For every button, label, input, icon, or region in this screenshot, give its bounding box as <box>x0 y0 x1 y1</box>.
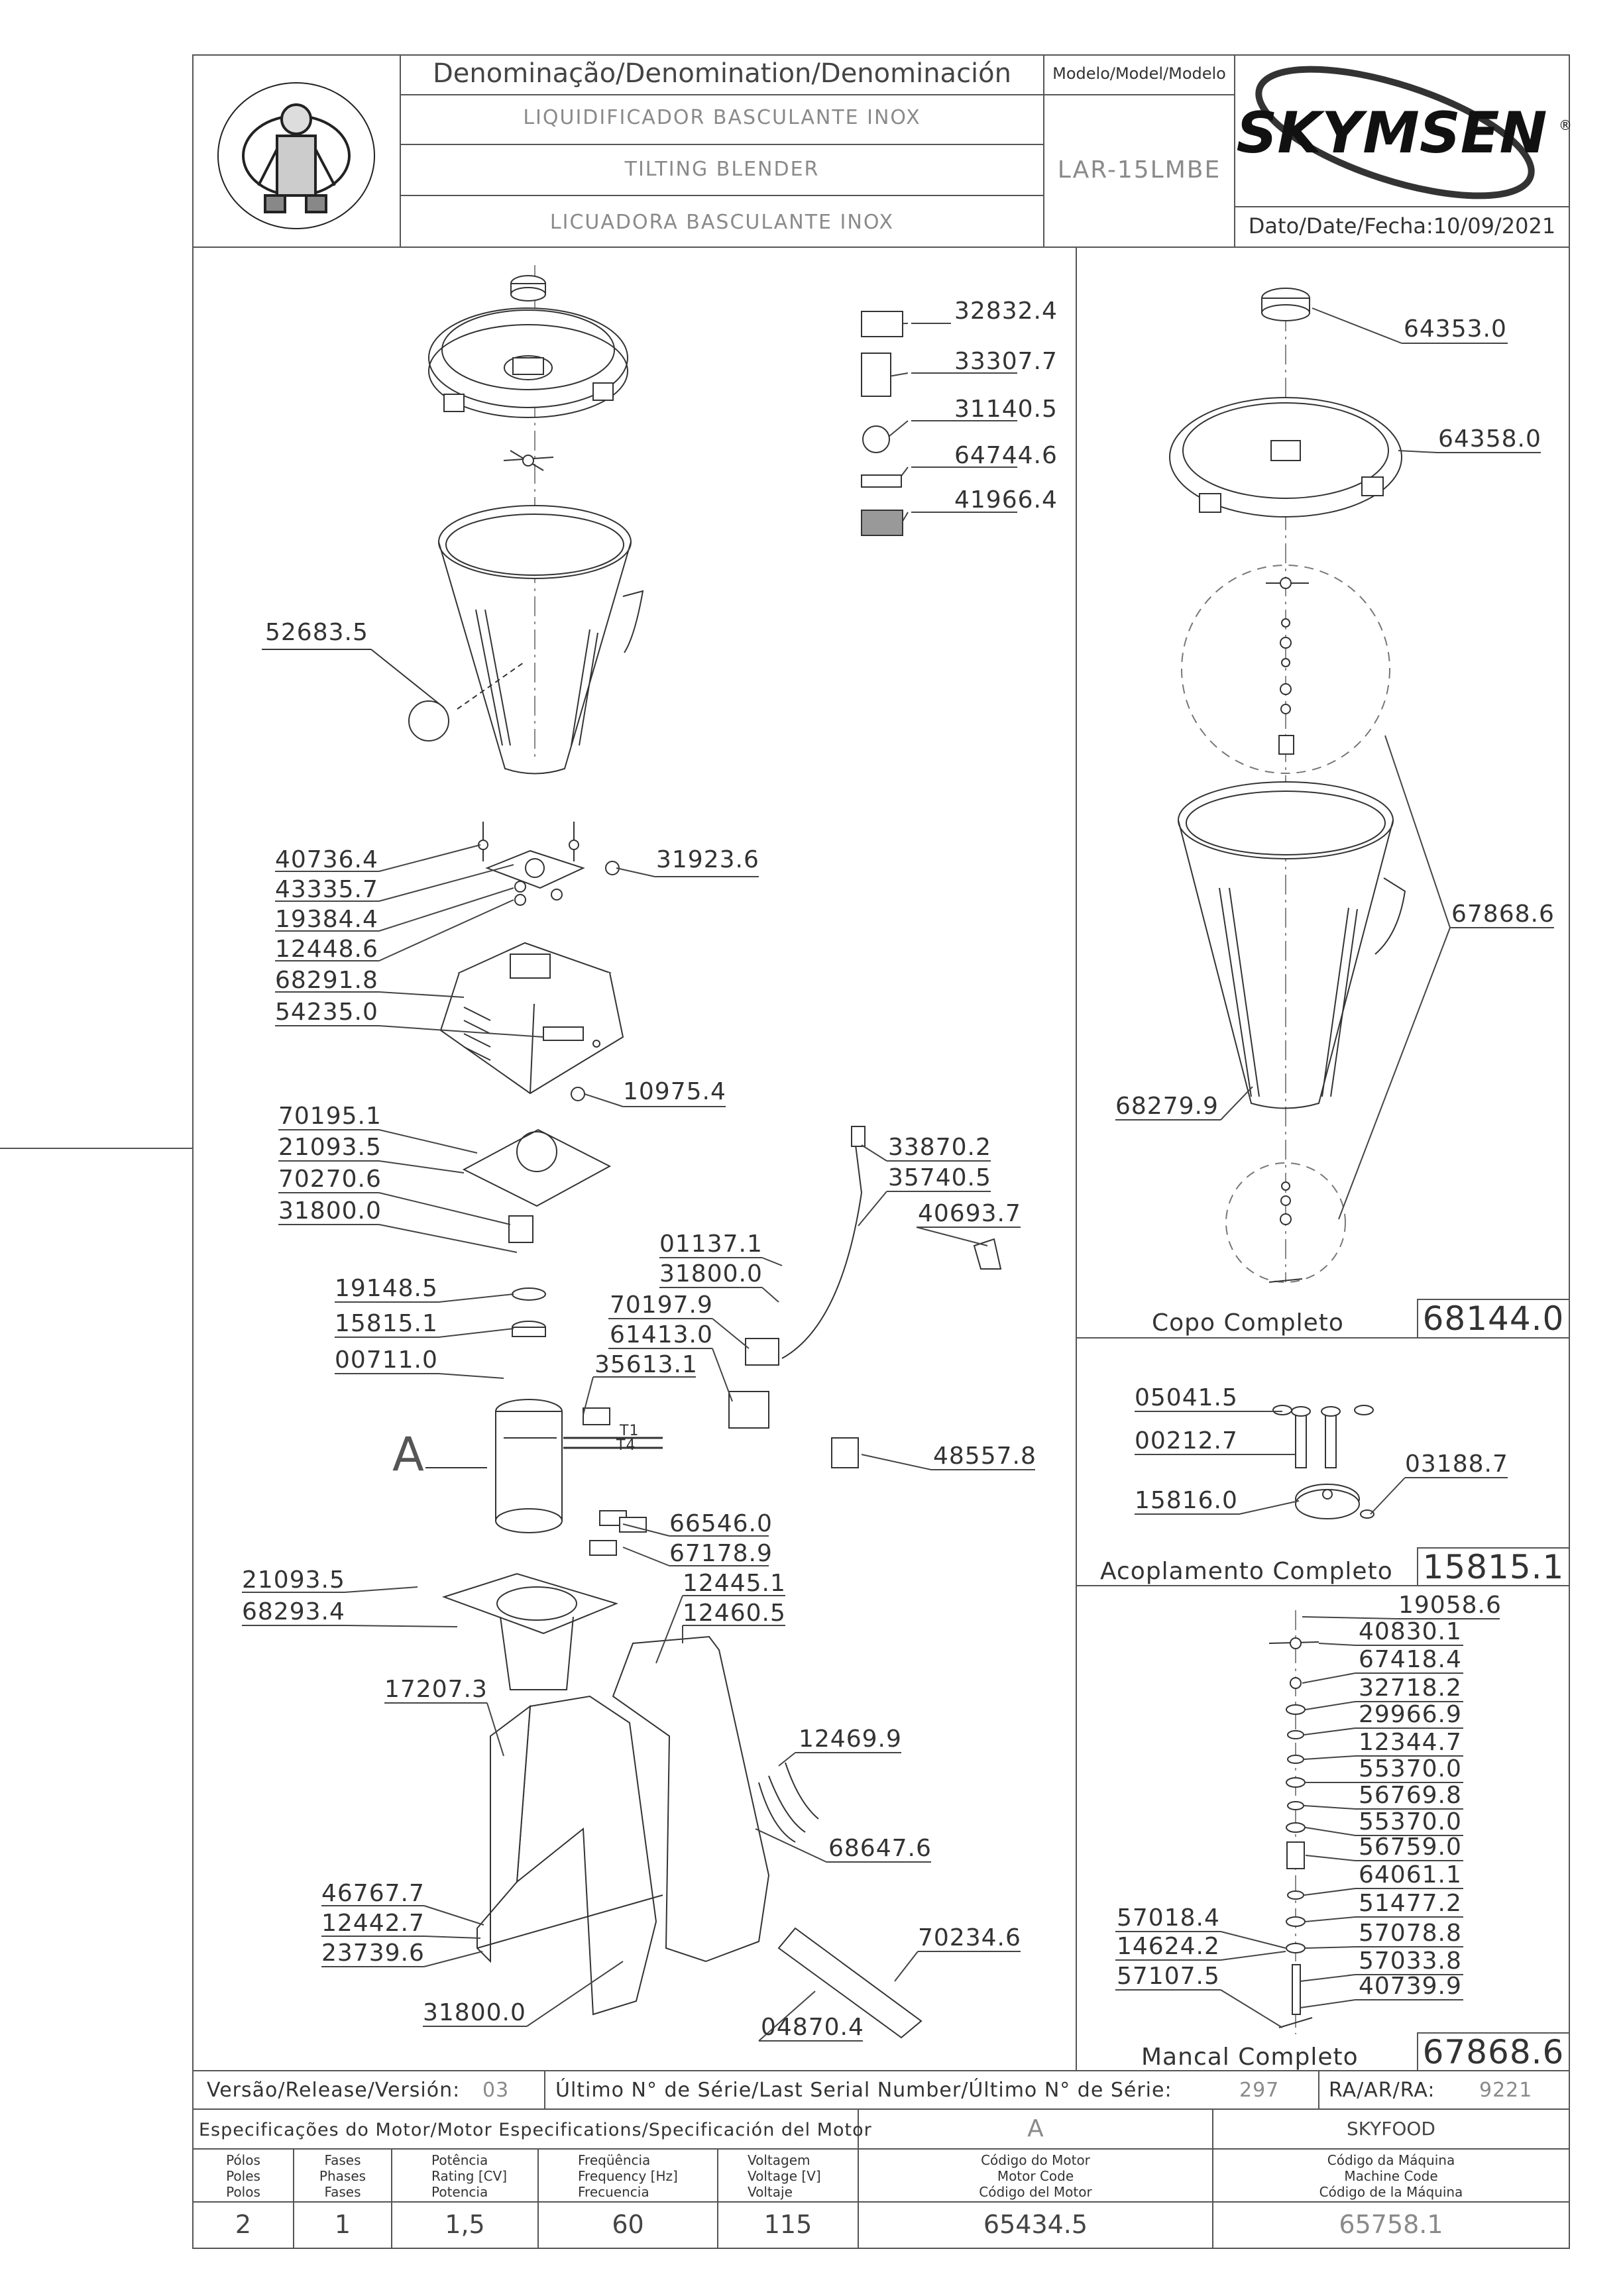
motor-spec-label: Especificações do Motor/Motor Especifications/Specificación del Motor <box>199 2120 872 2140</box>
part-label: 33870.2 <box>888 1134 991 1161</box>
part-label: 00212.7 <box>1135 1427 1238 1454</box>
product-name-en: TILTING BLENDER <box>624 158 820 181</box>
value-power: 1,5 <box>445 2210 485 2239</box>
part-label: 32718.2 <box>1359 1674 1462 1702</box>
part-label: 56759.0 <box>1359 1833 1462 1861</box>
part-label: 67868.6 <box>1451 901 1555 928</box>
part-label: 64744.6 <box>954 442 1058 469</box>
part-label: 21093.5 <box>242 1566 345 1594</box>
version-label: Versão/Release/Versión: <box>207 2079 461 2102</box>
part-label: 23739.6 <box>321 1940 425 1967</box>
coupling-discs <box>512 1288 545 1337</box>
col-voltage: Voltagem Voltage [V] Voltaje <box>748 2152 821 2200</box>
part-label: 29966.9 <box>1359 1701 1462 1728</box>
part-label: 19058.6 <box>1398 1592 1502 1619</box>
lid-knob <box>511 276 545 301</box>
copo-shaft-parts <box>1266 578 1309 1282</box>
part-label: 57033.8 <box>1359 1947 1462 1975</box>
col-frequency: Freqüência Frequency [Hz] Frecuencia <box>578 2152 678 2200</box>
part-label: 05041.5 <box>1135 1384 1238 1411</box>
part-label: 17207.3 <box>384 1676 488 1703</box>
product-name-pt: LIQUIDIFICADOR BASCULANTE INOX <box>523 106 921 129</box>
model-label: Modelo/Model/Modelo <box>1052 64 1226 83</box>
col-phases: Fases Phases Fases <box>319 2152 366 2200</box>
wire-label: T1 <box>620 1423 640 1439</box>
copo-title: Copo Completo <box>1152 1309 1344 1337</box>
part-label: 10975.4 <box>623 1078 726 1105</box>
part-label: 31800.0 <box>659 1260 763 1287</box>
part-label: 12445.1 <box>683 1570 786 1597</box>
part-label: 12442.7 <box>321 1910 425 1937</box>
part-label: 15816.0 <box>1135 1487 1238 1514</box>
acoplamento-code: 15815.1 <box>1422 1548 1565 1586</box>
serial-value: 297 <box>1239 2079 1280 2102</box>
motor-letter: A <box>1027 2115 1044 2142</box>
part-label: 03188.7 <box>1405 1450 1508 1478</box>
date-field <box>1235 213 1569 239</box>
part-label: 19148.5 <box>335 1275 438 1302</box>
part-label: 70195.1 <box>278 1103 382 1130</box>
part-label: 55370.0 <box>1359 1755 1462 1782</box>
svg-text:SKYMSEN: SKYMSEN <box>1236 100 1547 166</box>
part-label: 35740.5 <box>888 1164 991 1191</box>
part-label: 40830.1 <box>1359 1618 1462 1645</box>
blade-small <box>504 451 553 470</box>
part-label: 67178.9 <box>669 1540 773 1567</box>
part-label: 12469.9 <box>799 1725 902 1753</box>
part-label: 68279.9 <box>1115 1093 1219 1120</box>
model-value: LAR-15LMBE <box>1057 156 1221 184</box>
mancal-code: 67868.6 <box>1422 2033 1565 2071</box>
part-label: 35613.1 <box>594 1351 698 1378</box>
part-label: 51477.2 <box>1359 1890 1462 1917</box>
value-voltage: 115 <box>763 2210 812 2239</box>
part-label: 57107.5 <box>1117 1963 1220 1990</box>
part-label: 21093.5 <box>278 1134 382 1161</box>
col-machine-code: Código da Máquina Machine Code Código de la Máquina <box>1319 2152 1463 2200</box>
wire-label: T4 <box>616 1437 636 1454</box>
motor-letter-label: A <box>392 1427 425 1482</box>
date-value: 10/09/2021 <box>1433 213 1556 239</box>
acoplamento-title: Acoplamento Completo <box>1100 1558 1393 1585</box>
value-poles: 2 <box>235 2210 252 2239</box>
part-label: 67418.4 <box>1359 1646 1462 1673</box>
lower-motor-base <box>444 1574 616 1690</box>
svg-text:®: ® <box>1559 117 1572 133</box>
part-label: 40736.4 <box>275 846 378 873</box>
serial-label: Último N° de Série/Last Serial Number/Último N° de Série: <box>555 2079 1172 2102</box>
part-label: 70197.9 <box>610 1291 713 1319</box>
part-label: 70270.6 <box>278 1166 382 1193</box>
col-poles: Pólos Poles Polos <box>226 2152 260 2200</box>
value-frequency: 60 <box>612 2210 644 2239</box>
part-label: 64358.0 <box>1438 425 1541 453</box>
part-label: 68293.4 <box>242 1598 345 1625</box>
motor-housing <box>441 943 623 1101</box>
blender-lid <box>429 308 628 417</box>
part-label: 54235.0 <box>275 999 378 1026</box>
blender-jar <box>439 506 643 774</box>
part-label: 66546.0 <box>669 1510 773 1537</box>
part-label: 68647.6 <box>828 1835 932 1862</box>
ra-label: RA/AR/RA: <box>1329 2079 1435 2102</box>
value-phases: 1 <box>334 2210 351 2239</box>
part-label: 15815.1 <box>335 1310 438 1337</box>
part-label: 64061.1 <box>1359 1861 1462 1888</box>
base-plate <box>464 1130 610 1242</box>
date-label: Dato/Date/Fecha: <box>1248 213 1433 239</box>
part-label: 68291.8 <box>275 967 378 994</box>
part-label: 41966.4 <box>954 486 1058 514</box>
part-label: 31800.0 <box>423 1999 526 2026</box>
sticker-icons <box>862 311 903 535</box>
part-label: 31140.5 <box>954 396 1058 423</box>
part-label: 19384.4 <box>275 906 378 933</box>
part-label: 56769.8 <box>1359 1782 1462 1809</box>
part-label: 31923.6 <box>656 846 759 873</box>
part-label: 14624.2 <box>1117 1933 1220 1960</box>
copo-jar <box>1178 782 1405 1109</box>
part-label: 46767.7 <box>321 1880 425 1907</box>
part-label: 70234.6 <box>918 1924 1021 1951</box>
col-motor-code: Código do Motor Motor Code Código del Motor <box>979 2152 1092 2200</box>
denomination-label: Denominação/Denomination/Denominación <box>432 58 1011 89</box>
copo-code: 68144.0 <box>1422 1299 1565 1338</box>
part-label: 40693.7 <box>918 1200 1021 1227</box>
ra-value: 9221 <box>1479 2079 1533 2102</box>
part-label: 55370.0 <box>1359 1808 1462 1835</box>
value-machine-code: 65758.1 <box>1339 2210 1443 2239</box>
part-label: 43335.7 <box>275 876 378 903</box>
part-label: 61413.0 <box>610 1321 713 1348</box>
company-name: SKYFOOD <box>1347 2118 1435 2140</box>
authorized-service-logo-icon <box>218 83 374 229</box>
part-label: 48557.8 <box>933 1443 1036 1470</box>
version-value: 03 <box>482 2079 510 2102</box>
part-label: 52683.5 <box>265 619 368 646</box>
part-label: 12344.7 <box>1359 1729 1462 1756</box>
product-name-es: LICUADORA BASCULANTE INOX <box>549 211 895 234</box>
part-label: 12448.6 <box>275 936 378 963</box>
mancal-title: Mancal Completo <box>1141 2044 1359 2071</box>
part-label: 57078.8 <box>1359 1920 1462 1947</box>
part-label: 00711.0 <box>335 1346 438 1374</box>
col-power: Potência Rating [CV] Potencia <box>431 2152 508 2200</box>
part-label: 57018.4 <box>1117 1904 1220 1932</box>
part-label: 32832.4 <box>954 298 1058 325</box>
part-label: 12460.5 <box>683 1600 786 1627</box>
skymsen-logo-icon <box>1236 43 1572 222</box>
part-label: 40739.9 <box>1359 1973 1462 2000</box>
value-motor-code: 65434.5 <box>983 2210 1088 2239</box>
part-label: 01137.1 <box>659 1230 763 1258</box>
part-label: 04870.4 <box>761 2014 864 2041</box>
part-label: 31800.0 <box>278 1197 382 1225</box>
motor-a <box>496 1399 663 1533</box>
part-label: 64353.0 <box>1404 315 1507 343</box>
part-label: 33307.7 <box>954 348 1058 375</box>
